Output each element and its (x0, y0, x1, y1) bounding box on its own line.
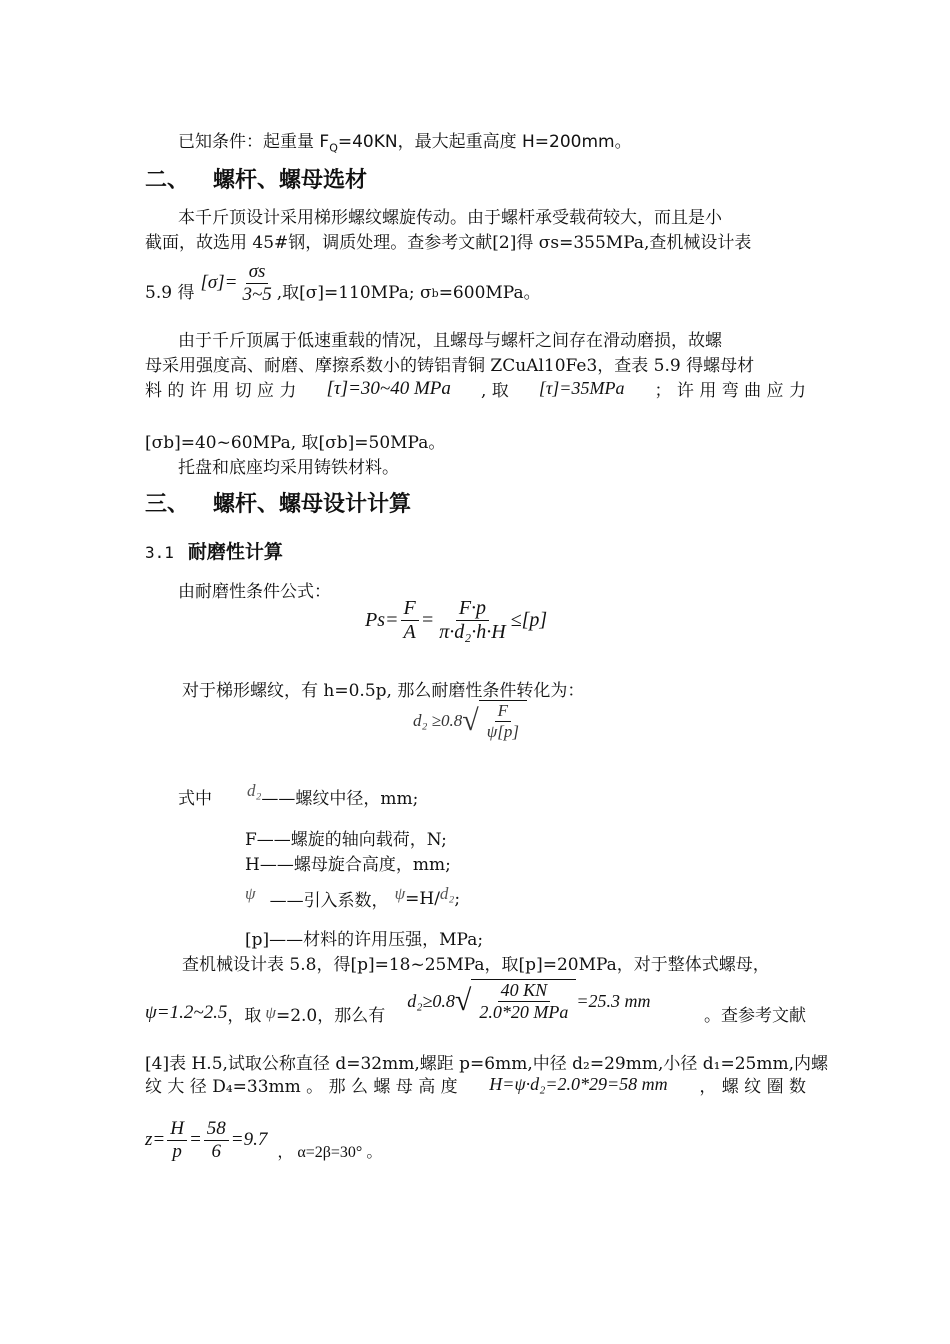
d2-condition-equation: d₂ ≥0.8 √ $\frac{F}{\psi[p]}$ (413, 700, 527, 741)
nut-height-equation: H=ψ·d₂=2.0*29=58 mm (489, 1074, 668, 1094)
para1-line3: 5.9 得 [σ]= $\frac{\sigma s}{3\sim 5}$ ,取[σ]=110MPa; σ b =600MPa。 (145, 260, 541, 305)
thread-turns-equation: z= $\frac{H}{p}$ = $\frac{58}{6}$ =9.7 ， α=2β=30° 。 (145, 1118, 383, 1162)
trapezoid-note: 对于梯形螺纹，有 h=0.5p, 那么耐磨性条件转化为： (182, 681, 585, 701)
wear-intro: 由耐磨性条件公式： (178, 582, 331, 602)
where-psi: ψ ——引入系数， ψ =H/ d₂ ; (245, 883, 461, 911)
sigma-allow-lhs: [σ]= (200, 272, 238, 293)
para2-line2: 母采用强度高、耐磨、摩擦系数小的铸铝青铜 ZCuAl10Fe3，查表 5.9 得螺母材 (145, 356, 755, 376)
d2-calc-equation: d₂≥0.8 √ $\frac{40 KN}{\text{2.0*20 MPa}}$ =25.3 mm (407, 980, 651, 1022)
tau-value: [τ]=35MPa (538, 378, 625, 398)
where-F: F——螺旋的轴向载荷，N; (245, 830, 447, 850)
calc-line1: 查机械设计表 5.8，得[p]=18~25MPa，取[p]=20MPa，对于整体式螺母， (182, 955, 770, 975)
calc-line4: 纹 大 径 D₄=33mm 。 那 么 螺 母 高 度 H=ψ·d₂=2.0*29=58 mm ， 螺 纹 圈 数 (145, 1074, 806, 1097)
calc-line2: ψ=1.2~2.5 ，取 ψ =2.0，那么有 d₂≥0.8 √ $\frac{40 KN}{\text{2.0*20 MPa}}$ =25.3 mm 。查参考文献 (145, 980, 806, 1026)
para2-line4: [σb]=40~60MPa, 取[σb]=50MPa。 (145, 433, 446, 453)
where-d2: d₂——螺纹中径，mm; (247, 781, 419, 809)
para1-line2: 截面，故选用 45#钢，调质处理。查参考文献[2]得 σs=355MPa,查机械设计表 (145, 233, 752, 253)
para1-line1: 本千斤顶设计采用梯形螺纹螺旋传动。由于螺杆承受载荷较大，而且是小 (178, 208, 722, 228)
para2-line3: 料 的 许 用 切 应 力 [τ]=30~40 MPa , 取 [τ]=35MPa ； 许 用 弯 曲 应 力 (145, 377, 806, 401)
section-3-heading: 三、 螺杆、螺母设计计算 (145, 492, 412, 517)
para2-line1: 由于千斤顶属于低速重载的情况，且螺母与螺杆之间存在滑动磨损，故螺 (178, 331, 722, 351)
para3: 托盘和底座均采用铸铁材料。 (178, 458, 399, 478)
sigma-allow-fraction: $\frac{\sigma s}{3\sim 5}$ (242, 260, 272, 305)
psi-range: ψ=1.2~2.5 (145, 1002, 228, 1023)
section-2-heading: 二、 螺杆、螺母选材 (145, 168, 368, 193)
known-conditions: 已知条件：起重量 $F_Q=40KN$，最大起重高度 H=200mm。 (178, 132, 632, 155)
subsection-3-1-heading: 3.1 耐磨性计算 (145, 541, 283, 563)
calc-line3: [4]表 H.5,试取公称直径 d=32mm,螺距 p=6mm,中径 d₂=29mm,小径 d₁=25mm,内螺 (145, 1054, 828, 1074)
wear-equation: Ps= $\frac{F}{A}$ = $\frac{F\cdot p}{\text{π·d₂·h·H}}$ ≤[p] (365, 597, 548, 643)
tau-formula: [τ]=30~40 MPa (326, 377, 451, 399)
where-H: H——螺母旋合高度，mm; (245, 855, 451, 875)
where-label: 式中 (178, 789, 212, 809)
where-p: [p]——材料的许用压强，MPa; (245, 930, 484, 950)
